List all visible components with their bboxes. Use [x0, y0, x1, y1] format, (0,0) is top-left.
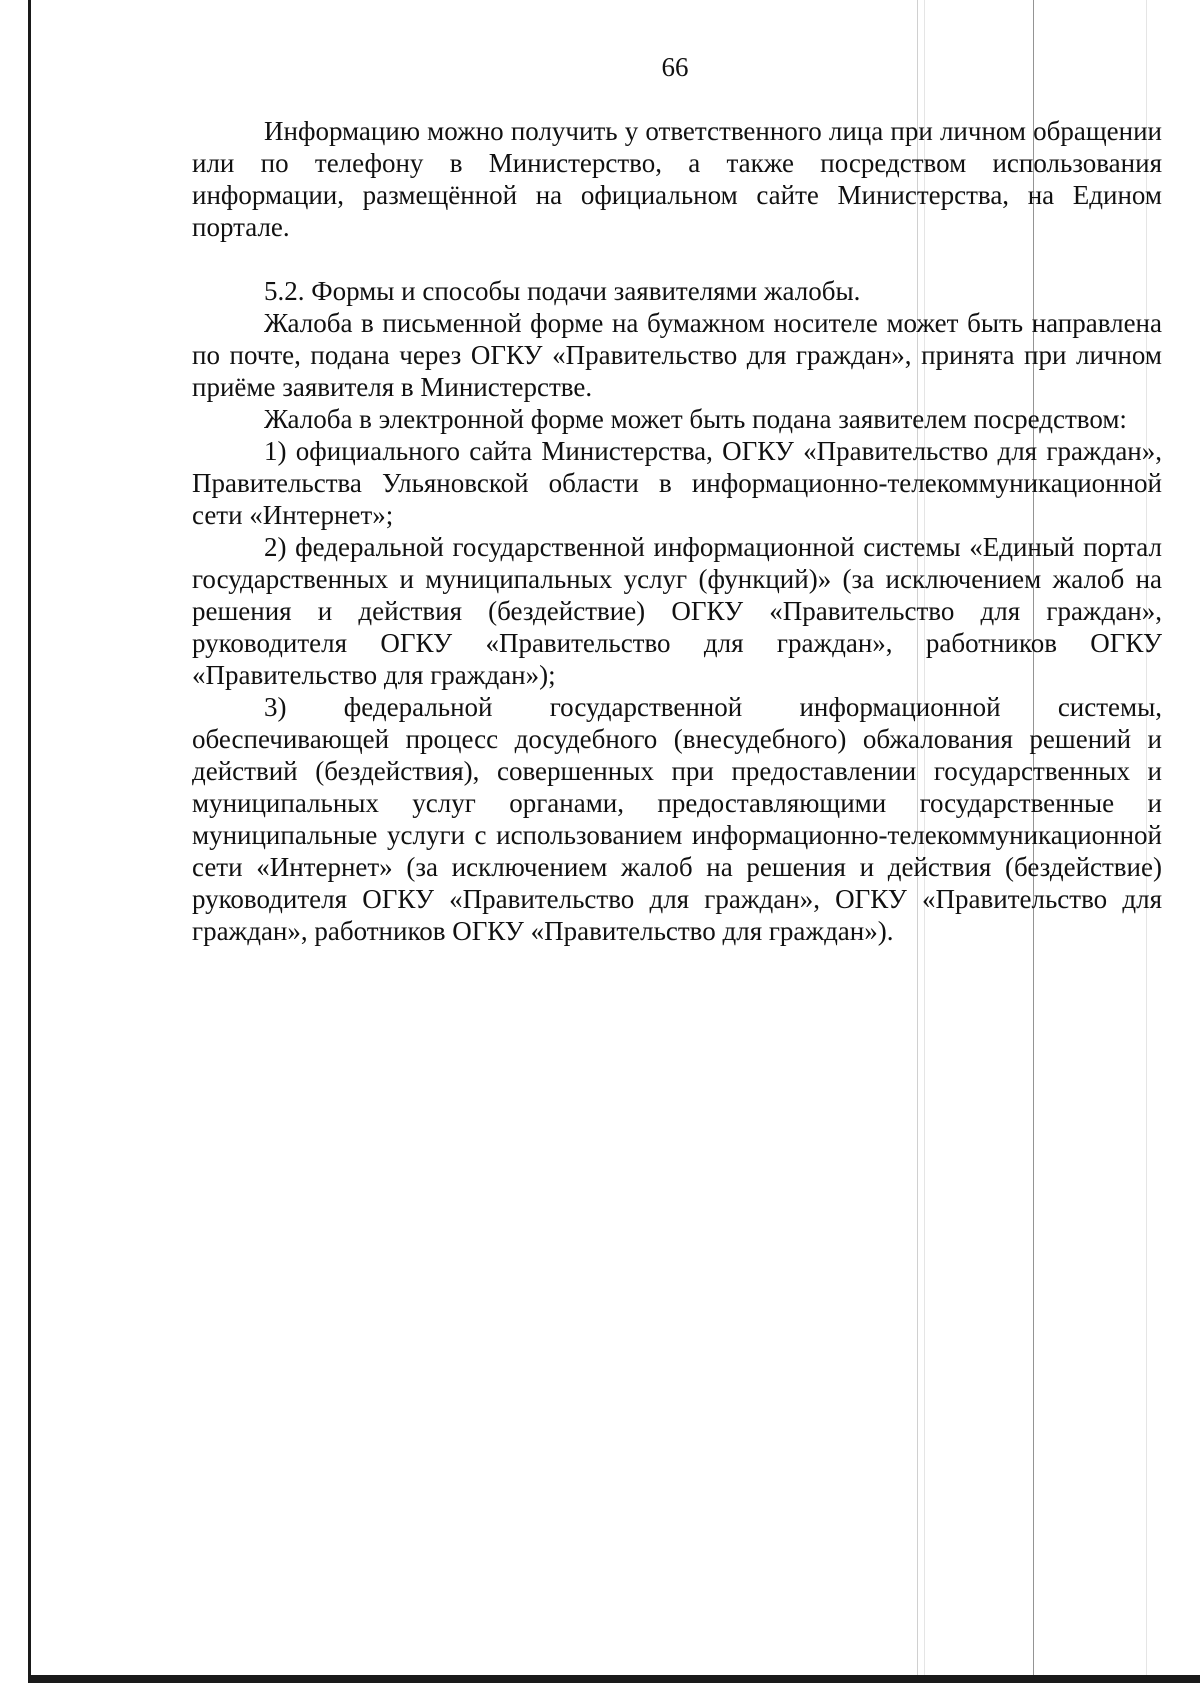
scan-border-bottom	[28, 1675, 1200, 1683]
page-number: 66	[661, 52, 689, 82]
list-item-1: 1) официального сайта Министерства, ОГКУ «Правительство для граждан», Правительства Ульяновской области в информационно-телекоммуникационной сети «Интернет»;	[192, 436, 1162, 530]
scan-border-left	[28, 0, 31, 1680]
paragraph-info-contact: Информацию можно получить у ответственного лица при личном обращении или по телефону в Министерство, а также посредством использования информации, размещённой на официальном сайте Министерства, на Едином портале.	[192, 116, 1162, 242]
paragraph-paper-complaint: Жалоба в письменной форме на бумажном носителе может быть направлена по почте, подана через ОГКУ «Правительство для граждан», принята при личном приёме заявителя в Министерстве.	[192, 308, 1162, 402]
paragraph-electronic-complaint: Жалоба в электронной форме может быть подана заявителем посредством:	[264, 404, 1127, 434]
list-item-2: 2) федеральной государственной информационной системы «Единый портал государственных и муниципальных услуг (функций)» (за исключением жалоб на решения и действия (бездействие) ОГКУ «Правительство для граждан», руководителя ОГКУ «Правительство для граждан», работников ОГКУ «Правительство для граждан»);	[192, 532, 1162, 690]
section-heading-5-2: 5.2. Формы и способы подачи заявителями жалобы.	[264, 276, 861, 306]
list-item-3: 3) федеральной государственной информационной системы, обеспечивающей процесс досудебного (внесудебного) обжалования решений и действий (бездействия), совершенных при предоставлении государственных и муниципальных услуг органами, предоставляющими государственные и муниципальные услуги с использованием информационно-телекоммуникационной сети «Интернет» (за исключением жалоб на решения и действия (бездействие) руководителя ОГКУ «Правительство для граждан», ОГКУ «Правительство для граждан», работников ОГКУ «Правительство для граждан»).	[192, 692, 1162, 946]
document-body	[192, 115, 1162, 947]
